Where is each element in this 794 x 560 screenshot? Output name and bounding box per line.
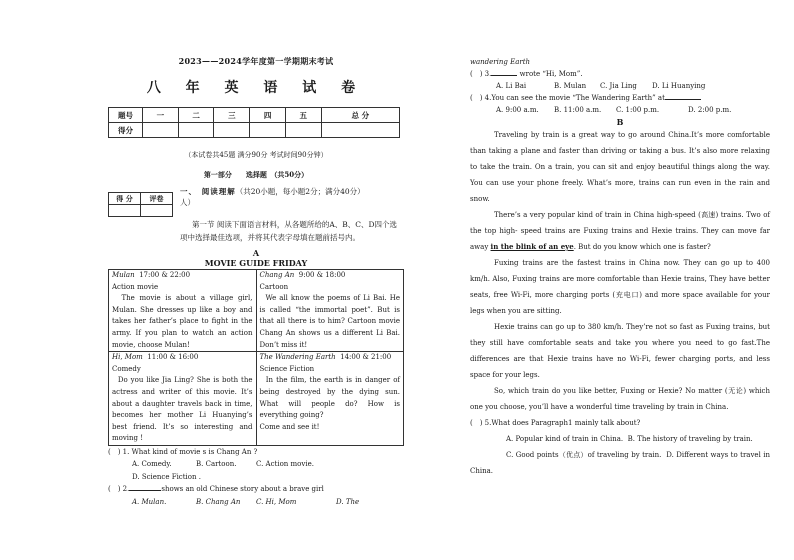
passage-a-letter: A	[252, 248, 260, 258]
section-one-row	[108, 186, 404, 216]
score-table-score-row	[109, 123, 400, 138]
movie-desc: The movie is about a village girl, Mulan. She dresses up like a boy and takes her father’s place to fight in the army. If you plan to watch an action movie, choose Mulan!	[112, 294, 253, 349]
option-c[interactable]: C. Action movie.	[256, 460, 314, 469]
question-1-stem: ( ) 1. What kind of movie s is Chang An ?	[108, 447, 258, 456]
paper-title: 八 年 英 语 试 卷	[146, 80, 366, 96]
question-3-options	[470, 80, 770, 92]
movie-genre: Comedy	[112, 364, 141, 373]
question-2-options	[108, 496, 404, 509]
option-d[interactable]: D. Li Huanying	[652, 82, 706, 90]
score-col-1: 一	[143, 108, 179, 123]
score-cell-4[interactable]	[250, 123, 286, 138]
score-col-total: 总 分	[321, 108, 399, 123]
option-c[interactable]: C. 1:00 p.m.	[616, 106, 660, 114]
option-a[interactable]: A. Comedy.	[132, 460, 172, 469]
movie-title: The Wandering Earth	[259, 353, 336, 362]
movie-genre: Science Fiction	[259, 364, 315, 373]
movie-desc: In the film, the earth is in danger of being destroyed by the dying sun. What will people do? How is everything going?	[259, 376, 401, 420]
movie-cell-hi-mom	[109, 352, 257, 446]
passage-b-paragraph-4: Hexie trains can go up to 380 km/h. They’re not so fast as Fuxing trains, but they still have comfortable seats and take you where you need to go fast.The differences are that Hexie trains have no Wi-Fi, fewer charging ports, and less space for your legs.	[470, 323, 770, 379]
passage-b-letter: B	[616, 117, 624, 127]
exam-title: 2023——2024学年度第一学期期末考试	[178, 56, 334, 66]
score-col-3: 三	[214, 108, 250, 123]
movie-cell-mulan	[109, 270, 257, 352]
passage-b-paragraph-1: Traveling by train is a great way to go around China.It’s more comfortable than taking a plane and faster than driving or taking a bus. It’s also more relaxing to take the train. On a train, you can sit and enjoy beautiful things along the way. You can use your phone freely. What’s more, trains can run even in the rain and snow.	[470, 131, 770, 203]
question-1	[108, 446, 404, 484]
movie-time: 11:00 & 16:00	[147, 353, 199, 362]
movie-title: Mulan	[112, 271, 135, 279]
option-b[interactable]: B. The history of traveling by train.	[627, 435, 753, 443]
option-b[interactable]: B. Chang An	[196, 497, 241, 506]
section-one-title: 一、 阅读理解	[180, 187, 236, 196]
section-one-desc: （共20小题，每小题2分；满分40分）	[235, 187, 365, 196]
answer-blank[interactable]	[129, 483, 161, 491]
question-3-stem: ( ) 3. wrote “Hi, Mom”.	[470, 70, 583, 78]
option-a[interactable]: A. Popular kind of train in China.	[506, 435, 624, 443]
option-c[interactable]: C. Good points（优点）of traveling by train.	[506, 451, 662, 459]
option-a[interactable]: A. 9:00 a.m.	[496, 106, 539, 114]
score-col-4: 四	[250, 108, 286, 123]
movie-desc: Do you like Jia Ling? She is both the actress and writer of this movie. It’s about a daughter travels back in time, becomes her mother Li Huanying’s best friend. It’s so interesting and moving !	[112, 376, 253, 443]
movie-desc: We all know the poems of Li Bai. He is called “the immortal poet”. But is that all there is to him? Cartoon movie Chang An shows us a different Li Bai. Don’t miss it!	[259, 294, 400, 349]
option-d[interactable]: D. Science Fiction .	[132, 472, 201, 481]
movie-time: 9:00 & 18:00	[298, 271, 346, 279]
option-c[interactable]: C. Hi, Mom	[256, 497, 297, 506]
question-1-options	[108, 458, 404, 483]
movie-title: Chang An	[259, 271, 295, 279]
movie-title: Hi, Mom	[112, 353, 143, 362]
score-cell-1[interactable]	[143, 123, 179, 138]
score-col-5: 五	[285, 108, 321, 123]
option-b[interactable]: B. Mulan	[554, 82, 587, 90]
movie-time: 14:00 & 21:00	[340, 353, 392, 362]
answer-blank[interactable]	[491, 68, 517, 76]
right-column	[470, 56, 770, 479]
movie-cell-wandering-earth	[256, 352, 404, 446]
answer-blank[interactable]	[665, 92, 701, 100]
option-d[interactable]: D. 2:00 p.m.	[688, 106, 732, 114]
score-table-row1-label: 题号	[109, 108, 143, 123]
left-column	[108, 56, 404, 508]
question-5-stem: ( ) 5.What does Paragraph1 mainly talk about?	[470, 419, 641, 427]
grader-table	[108, 192, 173, 217]
passage-b-paragraph-2: There’s a very popular kind of train in China high-speed (高速) trains. Two of the top high- speed trains are Fuxing trains and Hexie trains. They can move far away in the blink of an eye. But do you know which one is faster?	[470, 211, 770, 251]
option-a[interactable]: A. Mulan.	[132, 497, 167, 506]
grader-paren: 人	[180, 198, 188, 207]
exam-note: （本试卷共45题 满分90分 考试时间90分钟）	[184, 151, 328, 159]
question-5-options-ab	[470, 431, 770, 447]
option-a[interactable]: A. Li Bai	[496, 82, 527, 90]
movie-guide-heading: MOVIE GUIDE FRIDAY	[204, 258, 308, 268]
underlined-phrase: in the blink of an eye	[490, 242, 574, 251]
score-table-header-row	[109, 108, 400, 123]
option-c[interactable]: C. Jia Ling	[600, 82, 637, 90]
option-d[interactable]: D. The	[336, 497, 360, 506]
score-col-2: 二	[178, 108, 214, 123]
score-cell-2[interactable]	[178, 123, 214, 138]
option-d[interactable]: D. Different ways to travel in China.	[470, 451, 770, 475]
grader-score-label: 得 分	[109, 193, 141, 205]
grader-score-cell[interactable]	[109, 205, 141, 217]
section-instruction: 第一节 阅读下面语言材料，从各题所给的A、B、C、D四个选项中选择最佳选项，并将其代表字母填在题前括号内。	[180, 220, 398, 242]
score-cell-total[interactable]	[321, 123, 399, 138]
question-4-stem: ( ) 4.You can see the movie “The Wandering Earth” at	[470, 92, 770, 104]
score-table-row2-label: 得分	[109, 123, 143, 138]
movie-time: 17:00 & 22:00	[139, 271, 191, 279]
movie-extra: Come and see it!	[259, 422, 320, 431]
section-one-heading: 一、 阅读理解（共20小题，每小题2分；满分40分） 人）	[180, 187, 365, 207]
grader-label: 评卷	[141, 193, 173, 205]
movie-genre: Cartoon	[259, 282, 289, 291]
question-2-stem: ( ) 2. shows an old Chinese story about a brave girl	[108, 485, 324, 494]
question-4-options	[470, 104, 770, 116]
question-5-options-cd	[470, 447, 770, 479]
option-b[interactable]: B. Cartoon.	[196, 460, 237, 469]
score-table	[108, 107, 400, 138]
part-one-title: 第一部分 选择题 （共50分）	[203, 170, 309, 179]
movie-cell-chang-an	[256, 270, 404, 352]
grader-name-cell[interactable]	[141, 205, 173, 217]
passage-b-paragraph-5: So, which train do you like better, Fuxing or Hexie? No matter (无论) which one you choose, you’ll have a wonderful time traveling by train in China.	[470, 387, 770, 411]
movie-genre: Action movie	[112, 282, 159, 291]
option-b[interactable]: B. 11:00 a.m.	[554, 106, 602, 114]
carry-over-text: wandering Earth	[470, 58, 531, 66]
score-cell-3[interactable]	[214, 123, 250, 138]
score-cell-5[interactable]	[285, 123, 321, 138]
passage-b-paragraph-3: Fuxing trains are the fastest trains in China now. They can go up to 400 km/h. Also, Fuxing trains are more comfortable than Hexie trains, They have better seats, free Wi-Fi, more charging ports (充电口) and more space available for your legs when you are sitting.	[470, 259, 770, 315]
movie-guide-table	[108, 269, 404, 446]
question-2	[108, 483, 404, 508]
